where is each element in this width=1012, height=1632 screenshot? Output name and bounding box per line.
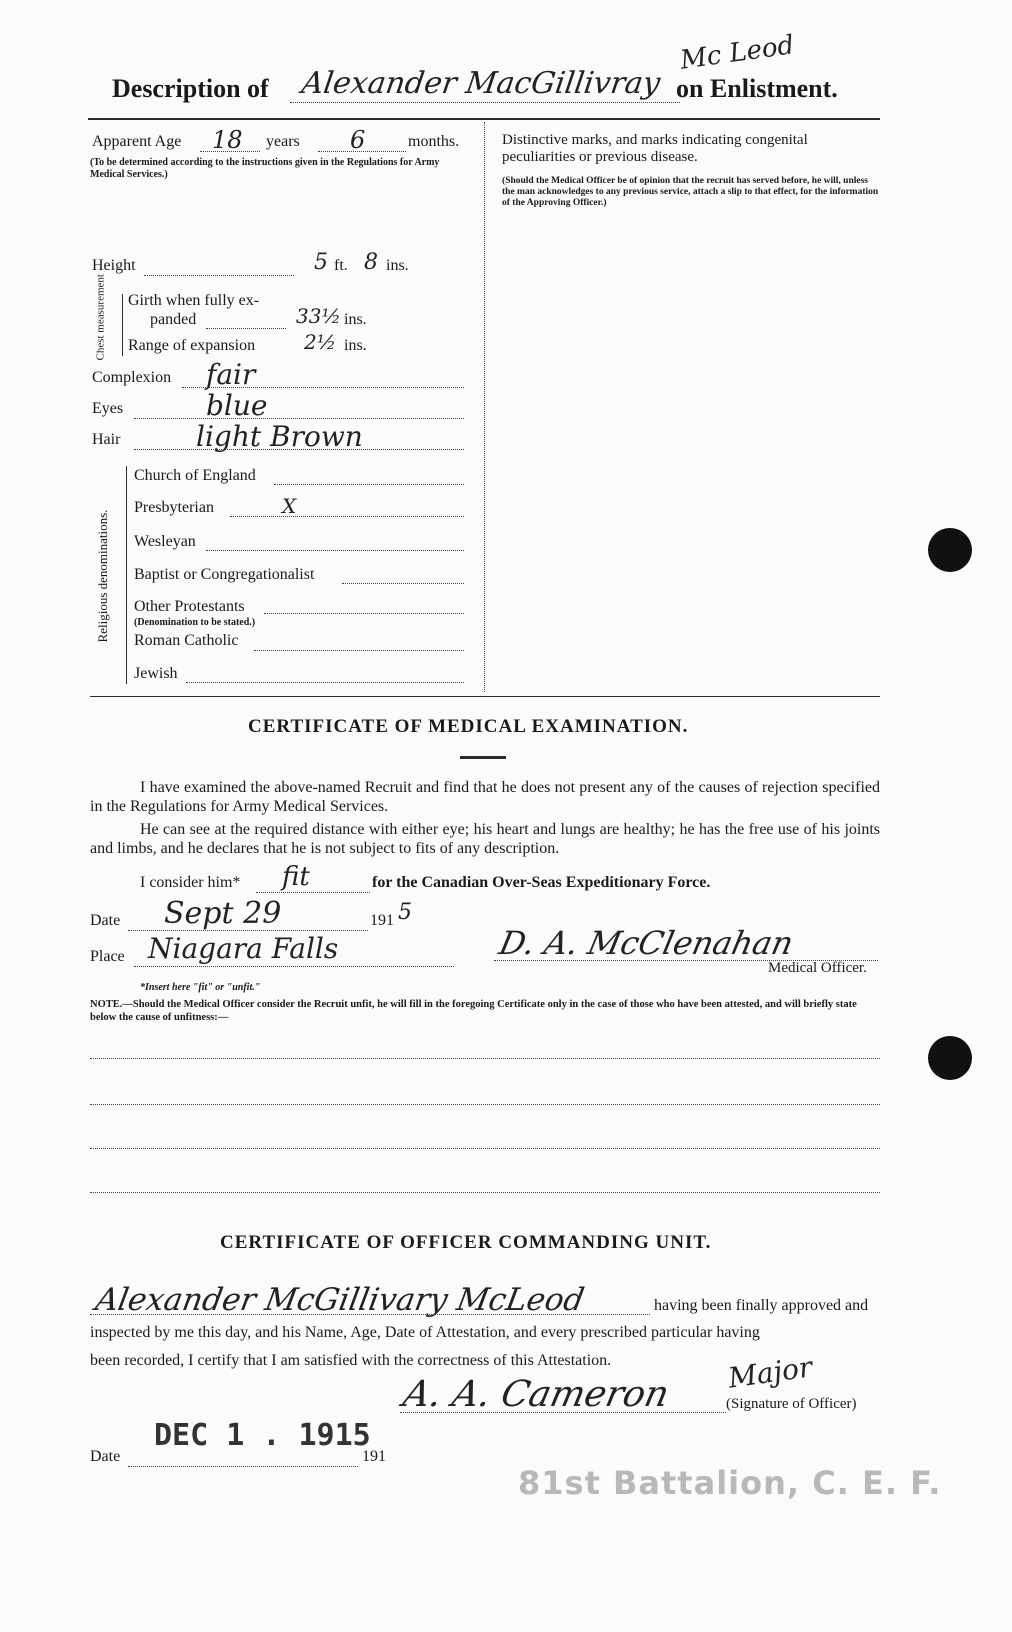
medical-date-value: Sept 29 bbox=[164, 896, 282, 931]
distinctive-marks-note: (Should the Medical Officer be of opinion that the recruit has served before, he will, unless the man acknowledges to any previous service, attach a slip to that effect, for the information of the Approving Officer.) bbox=[502, 176, 879, 208]
religion-line-7 bbox=[186, 682, 464, 683]
eyes-value: blue bbox=[206, 389, 268, 422]
fitness-value: fit bbox=[282, 862, 310, 892]
height-line bbox=[144, 275, 294, 276]
unfit-note: NOTE.—Should the Medical Officer consider the Recruit unfit, he will fill in the foregoing Certificate only in the case of those who have been attested, and will briefly state below the cause of unfitness:— bbox=[90, 999, 857, 1023]
punch-hole-top bbox=[928, 528, 972, 572]
unit-stamp: 81st Battalion, C. E. F. bbox=[518, 1464, 942, 1502]
header-rule bbox=[88, 118, 880, 120]
commanding-date-line bbox=[128, 1466, 358, 1467]
medical-date-label: Date bbox=[90, 912, 121, 929]
commanding-name-line bbox=[90, 1314, 650, 1315]
header-name-line bbox=[290, 102, 680, 103]
commanding-line3: been recorded, I certify that I am satisfied with the correctness of this Attestation. bbox=[90, 1352, 612, 1369]
commanding-year-print: 191 bbox=[362, 1448, 386, 1465]
girth-label-line1: Girth when fully ex- bbox=[128, 292, 260, 309]
recruit-name-insert-handwritten: Mc Leod bbox=[678, 30, 796, 76]
medical-para-2: He can see at the required distance with either eye; his heart and lungs are healthy; he has the free use of his joints and limbs, and he declares that he is not subject to fits of any description. bbox=[90, 821, 880, 857]
medical-place-value: Niagara Falls bbox=[148, 932, 339, 965]
apparent-age-label: Apparent Age bbox=[92, 133, 182, 150]
consider-suffix: for the Canadian Over-Seas Expeditionary Force. bbox=[372, 874, 711, 891]
presbyterian-mark: X bbox=[282, 494, 297, 518]
header-suffix: on Enlistment. bbox=[676, 74, 838, 103]
distinctive-marks-heading: Distinctive marks, and marks indicating congenital peculiarities or previous disease. bbox=[502, 132, 808, 165]
age-years-value: 18 bbox=[212, 126, 243, 154]
medical-officer-title: Medical Officer. bbox=[768, 960, 867, 976]
fitness-line bbox=[256, 892, 370, 893]
age-months-value: 6 bbox=[350, 126, 366, 154]
chest-measurement-label: Chest measurement bbox=[94, 274, 107, 361]
ft-label: ft. bbox=[334, 257, 348, 274]
age-years-line bbox=[200, 151, 260, 152]
ins-label: ins. bbox=[386, 257, 409, 274]
girth-unit: ins. bbox=[344, 311, 367, 328]
religion-presbyterian: Presbyterian bbox=[134, 499, 214, 516]
girth-label-line2: panded bbox=[150, 311, 197, 328]
header-prefix: Description of bbox=[112, 74, 269, 103]
height-in-value: 8 bbox=[364, 250, 378, 275]
medical-place-label: Place bbox=[90, 948, 125, 965]
punch-hole-bottom bbox=[928, 1036, 972, 1080]
unfit-line-1 bbox=[90, 1058, 880, 1059]
religion-line-3 bbox=[206, 550, 464, 551]
range-value: 2½ bbox=[304, 330, 337, 354]
commanding-recruit-name: Alexander McGillivary McLeod bbox=[92, 1282, 587, 1318]
months-label: months. bbox=[408, 133, 460, 150]
religion-wesleyan: Wesleyan bbox=[134, 533, 196, 550]
years-label: years bbox=[266, 133, 300, 150]
commanding-signature-line bbox=[400, 1412, 726, 1413]
description-bottom-rule bbox=[90, 696, 880, 697]
religion-jewish: Jewish bbox=[134, 665, 178, 682]
insert-note: *Insert here "fit" or "unfit." bbox=[140, 982, 261, 993]
recruit-name-handwritten: Alexander MacGillivray bbox=[299, 66, 663, 101]
range-label: Range of expansion bbox=[128, 337, 256, 354]
medical-officer-signature: D. A. McClenahan bbox=[495, 924, 797, 962]
commanding-signature-label: (Signature of Officer) bbox=[726, 1396, 857, 1412]
religion-baptist: Baptist or Congregationalist bbox=[134, 566, 315, 583]
religion-roman-catholic: Roman Catholic bbox=[134, 632, 239, 649]
religion-line-4 bbox=[342, 583, 464, 584]
religion-line-5 bbox=[264, 613, 464, 614]
religion-bracket bbox=[126, 466, 127, 684]
commanding-date-label: Date bbox=[90, 1448, 121, 1465]
commanding-date-stamp: DEC 1 . 1915 bbox=[154, 1418, 371, 1453]
medical-place-line bbox=[134, 966, 454, 967]
religion-line-2 bbox=[230, 516, 464, 517]
commanding-line2: inspected by me this day, and his Name, Age, Date of Attestation, and every prescribed particular having bbox=[90, 1324, 760, 1341]
chest-bracket bbox=[122, 294, 123, 356]
religious-denominations-label: Religious denominations. bbox=[95, 509, 110, 643]
religion-other-protestants: Other Protestants bbox=[134, 598, 245, 615]
girth-value: 33½ bbox=[296, 304, 341, 328]
commanding-officer-rank: Major bbox=[726, 1350, 815, 1395]
medical-certificate-title: CERTIFICATE OF MEDICAL EXAMINATION. bbox=[248, 716, 689, 737]
commanding-certificate-title: CERTIFICATE OF OFFICER COMMANDING UNIT. bbox=[220, 1232, 712, 1253]
eyes-label: Eyes bbox=[92, 400, 124, 417]
hair-label: Hair bbox=[92, 431, 121, 448]
religion-line-6 bbox=[254, 650, 464, 651]
religion-church-of-england: Church of England bbox=[134, 467, 256, 484]
complexion-line bbox=[182, 387, 464, 388]
commanding-line1-suffix: having been finally approved and bbox=[654, 1297, 869, 1314]
medical-title-rule bbox=[460, 756, 506, 759]
hair-value: light Brown bbox=[196, 420, 363, 453]
height-label: Height bbox=[92, 257, 136, 274]
complexion-value: fair bbox=[206, 358, 256, 391]
unfit-line-2 bbox=[90, 1104, 880, 1105]
medical-para-1: I have examined the above-named Recruit and find that he does not present any of the causes of rejection specified in the Regulations for Army Medical Services. bbox=[90, 779, 880, 815]
medical-year-digit: 5 bbox=[398, 900, 412, 925]
eyes-line bbox=[134, 418, 464, 419]
range-unit: ins. bbox=[344, 337, 367, 354]
hair-line bbox=[134, 449, 464, 450]
medical-year-print: 191 bbox=[370, 912, 394, 929]
unfit-line-3 bbox=[90, 1148, 880, 1149]
consider-prefix: I consider him* bbox=[140, 874, 241, 891]
medical-date-line bbox=[128, 930, 368, 931]
unfit-line-4 bbox=[90, 1192, 880, 1193]
commanding-officer-signature: A. A. Cameron bbox=[399, 1374, 673, 1415]
height-ft-value: 5 bbox=[314, 250, 328, 275]
religion-line-1 bbox=[274, 484, 464, 485]
girth-line bbox=[206, 328, 286, 329]
age-months-line bbox=[318, 151, 406, 152]
age-note: (To be determined according to the instructions given in the Regulations for Army Medical Services.) bbox=[90, 157, 440, 180]
complexion-label: Complexion bbox=[92, 369, 172, 386]
other-protestants-note: (Denomination to be stated.) bbox=[134, 617, 256, 628]
column-divider bbox=[484, 122, 485, 692]
